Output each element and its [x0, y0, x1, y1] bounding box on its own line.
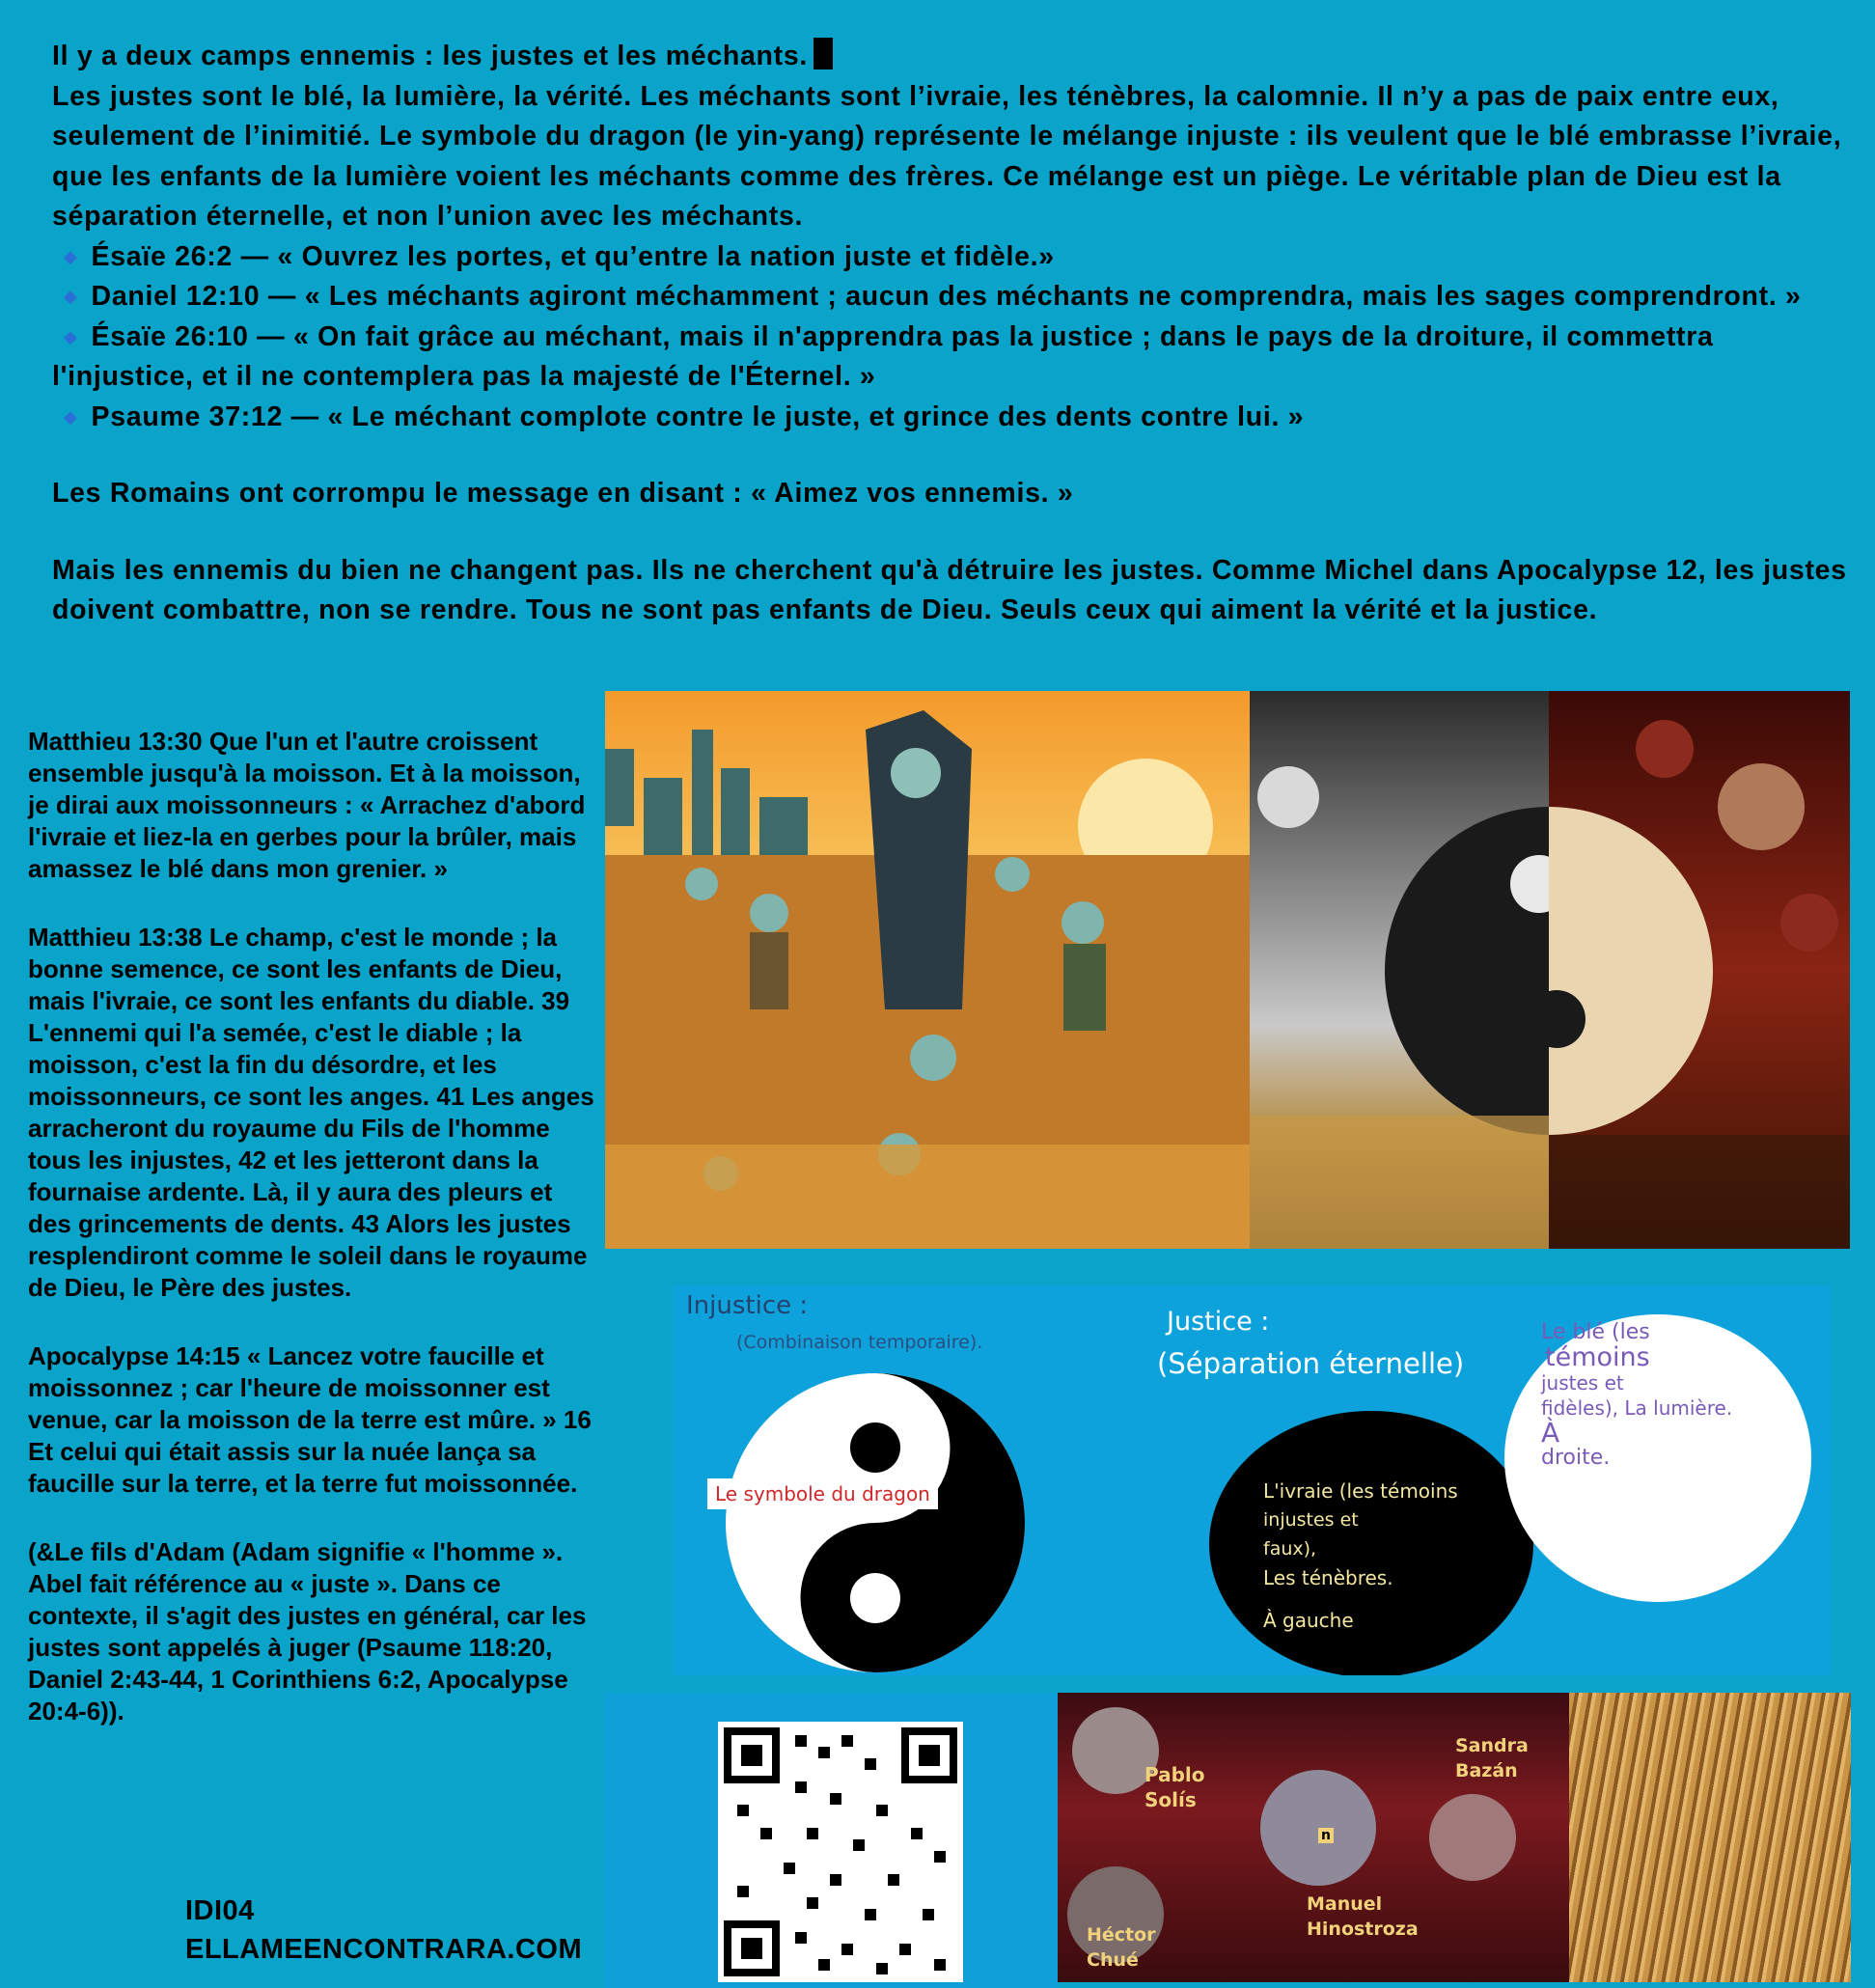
- diamond-bullet-icon: ◆: [64, 406, 78, 427]
- verse-4: Psaume 37:12 — « Le méchant complote contre le juste, et grince des dents contre lui. »: [91, 400, 1305, 432]
- heading-line: Il y a deux camps ennemis : les justes et les méchants.: [52, 41, 808, 71]
- left-text-column: [28, 726, 597, 1764]
- black-circle-text: L'ivraie (les témoins injustes et faux), Les ténèbres. À gauche: [1263, 1479, 1458, 1632]
- white-circle-text: Le blé (les témoins justes et fidèles), La lumière. À droite.: [1541, 1320, 1733, 1470]
- signature-code: IDI04: [185, 1895, 255, 1926]
- diamond-bullet-icon: ◆: [64, 326, 78, 346]
- romans-paragraph: Les Romains ont corrompu le message en disant : « Aimez vos ennemis. »: [52, 478, 1074, 509]
- intro-paragraph: Les justes sont le blé, la lumière, la vérité. Les méchants sont l’ivraie, les ténèbres, la calomnie. Il n’y a pas de paix entre eux, seulement de l’inimitié. Le symbole du dragon (le yin-yang) représente le mélange injuste : ils veulent que le blé embrasse l’ivraie, que les enfants de la lumière voient les méchants comme des frères. Ce mélange est un piège. Le véritable plan de Dieu est la séparation éternelle, et non l’union avec les méchants.: [52, 80, 1842, 232]
- name-label-1: Pablo Solís: [1144, 1763, 1205, 1811]
- justice-injustice-diagram: [673, 1285, 1831, 1675]
- name-label-4: Manuel Hinostroza: [1307, 1893, 1419, 1940]
- diamond-bullet-icon: ◆: [64, 287, 78, 306]
- enemies-paragraph: Mais les ennemis du bien ne changent pas. Ils ne cherchent qu'à détruire les justes. Comme Michel dans Apocalypse 12, les justes doivent combattre, non se rendre. Tous ne sont pas enfants de Dieu. Seuls ceux qui aiment la vérité et la justice.: [52, 554, 1847, 625]
- verse-2: Daniel 12:10 — « Les méchants agiront méchamment ; aucun des méchants ne comprendra, mais les sages comprendront. »: [91, 281, 1802, 312]
- zombie-field-illustration: [605, 691, 1250, 1249]
- verse-3: Ésaïe 26:10 — « On fait grâce au méchant, mais il n'apprendra pas la justice ; dans le pays de la droiture, il commettra l'injustice, et il ne contemplera pas la majesté de l'Éternel. »: [52, 320, 1714, 392]
- signature-block: [185, 1891, 582, 1969]
- injustice-title: Injustice :: [686, 1291, 809, 1320]
- diamond-bullet-icon: ◆: [64, 246, 78, 266]
- injustice-subtitle: (Combinaison temporaire).: [736, 1332, 983, 1353]
- matthew-13-30: Matthieu 13:30 Que l'un et l'autre croissent ensemble jusqu'à la moisson. Et à la moisson, je dirai aux moissonneurs : « Arrachez d'abord l'ivraie et liez-la en gerbes pour la brûler, mais amassez le blé dans mon grenier. »: [28, 727, 586, 883]
- matthew-13-38: Matthieu 13:38 Le champ, c'est le monde ; la bonne semence, ce sont les enfants de Dieu, mais l'ivraie, ce sont les enfants du diable. 39 L'ennemi qui l'a semée, c'est le diable ; la moisson, c'est la fin du désordre, et les moissonneurs, ce sont les anges. 41 Les anges arracheront du royaume du Fils de l'homme tous les injustes, 42 et les jetteront dans la fournaise ardente. Là, il y aura des pleurs et des grincements de dents. 43 Alors les justes resplendiront comme le soleil dans le royaume de Dieu, le Père des justes.: [28, 923, 594, 1302]
- yin-yang-moon-illustration: [1250, 691, 1549, 1249]
- son-of-adam-note: (&Le fils d'Adam (Adam signifie « l'homme ». Abel fait référence au « juste ». Dans ce contexte, il s'agit des justes en général, car les justes sont appelés à juger (Psaume 118:20, Daniel 2:43-44, 1 Corinthiens 6:2, Apocalypse 20:4-6)).: [28, 1537, 587, 1726]
- revelation-14-15: Apocalypse 14:15 « Lancez votre faucille et moissonnez ; car l'heure de moissonner est venue, car la moisson de la terre est mûre. » 16 Et celui qui était assis sur la nuée lança sa faucille sur la terre, et la terre fut moissonnée.: [28, 1341, 592, 1498]
- qr-code[interactable]: [718, 1722, 963, 1982]
- name-label-2: Sandra Bazán: [1455, 1735, 1529, 1781]
- justice-title: Justice :: [1167, 1307, 1270, 1337]
- cursor-block: [813, 38, 833, 69]
- top-text-block: [52, 37, 1847, 631]
- wheat-field-image: [1569, 1693, 1851, 1982]
- name-label-5: Héctor Chué: [1087, 1924, 1156, 1971]
- name-label-3: n: [1318, 1828, 1334, 1843]
- yin-yang-icon: [682, 1370, 1068, 1675]
- qr-code-panel: [604, 1693, 1058, 1988]
- verse-1: Ésaïe 26:2 — « Ouvrez les portes, et qu’entre la nation juste et fidèle.»: [91, 240, 1055, 272]
- justice-subtitle: (Séparation éternelle): [1157, 1347, 1465, 1380]
- signature-site: ELLAMEENCONTRARA.COM: [185, 1934, 583, 1965]
- named-zombies-illustration: [1058, 1693, 1569, 1982]
- demons-yin-yang-illustration: [1549, 691, 1850, 1249]
- dragon-symbol-label: Le symbole du dragon: [707, 1478, 938, 1509]
